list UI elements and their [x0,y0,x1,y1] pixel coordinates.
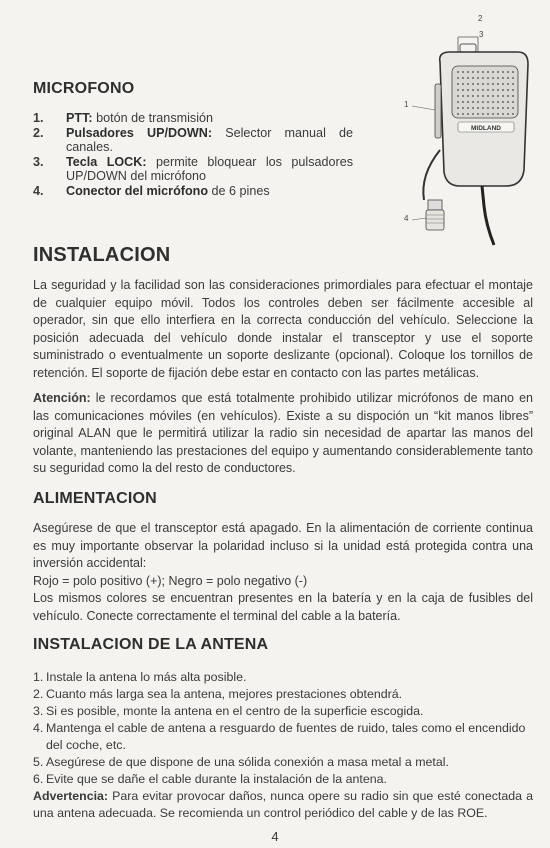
item-number: 4. [33,184,44,198]
item-label: PTT: [66,111,93,125]
polarity-line: Rojo = polo positivo (+); Negro = polo negativo (-) [33,573,308,588]
callout-4: 4 [404,214,409,223]
item-label: Tecla LOCK: [66,155,147,169]
advice-paragraph [33,788,533,822]
attention-text: le recordamos que está totalmente prohibido utilizar micrófonos de mano en las comunicaciones móviles (en vehículos). Existe a su dispoción un “kit manos libres” original ALAN que le permitirá utilizar la radio sin necesidad de apartar las manos del volante, manteniendo las prestaciones del equipo y aumentando considerablemente tanto su seguridad como la del resto de conductores. [33,391,533,476]
item-number: 1. [33,111,44,125]
antenna-steps-list [33,669,533,822]
item-label: Conector del micrófono [66,184,209,198]
section-title-antena: INSTALACION DE LA ANTENA [33,636,269,653]
list-item [33,126,353,154]
advice-text: Para evitar provocar daños, nunca opere su radio sin que esté conectada a una antena adecuada. Se recomienda un control periódico del cable y de las ROE. [33,789,533,820]
brand-logo: MIDLAND [471,125,501,132]
item-description: botón de transmisión [92,111,214,125]
power-colors-note: Los mismos colores se encuentran presentes en la batería y en la caja de fusibles del vehículo. Conecte correctamente el terminal del cable a la batería. [33,591,533,623]
callout-2: 2 [478,14,483,23]
list-item [33,155,353,183]
section-title-alimentacion: ALIMENTACION [33,490,157,507]
callout-1: 1 [404,100,409,109]
item-number: 2. [33,126,44,140]
item-number: 3. [33,155,44,169]
section-title-microfono: MICROFONO [33,80,135,97]
item-label: Pulsadores UP/DOWN: [66,126,213,140]
list-item [33,111,353,125]
list-item: 1. Instale la antena lo más alta posible. [33,670,247,684]
list-item: 3. Si es posible, monte la antena en el centro de la superficie escogida. [33,704,424,718]
power-paragraph [33,520,533,626]
page-number: 4 [271,829,279,844]
install-paragraph: La seguridad y la facilidad son las consideraciones primordiales para efectuar el montaje de cualquier equipo móvil. Todos los controles deben ser fácilmente accesible al operador, sin que ello interfiera en la correcta conducción del vehículo. Seleccione la posición adecuada del vehículo donde instalar el transceptor y use el soporte suministrado o eventualmente un soporte deslizante (opcional). Coloque los tornillos de retención. El soporte de fijación debe estar en contacto con las partes metálicas. [33,278,533,380]
section-title-instalacion: INSTALACION [33,244,171,266]
list-item: 5. Asegúrese de que dispone de una sólida conexión a masa metal a metal. [33,755,449,769]
advice-label: Advertencia: [33,789,109,803]
microphone-drawing [398,10,538,250]
microphone-parts-list [33,111,353,199]
attention-label: Atención: [33,391,91,405]
microphone-illustration [398,10,538,250]
list-item: 4. Mantenga el cable de antena a resguardo de fuentes de ruido, tales como el encendido del coche, etc. [33,721,526,752]
item-description: de 6 pines [208,184,270,198]
item-description: Selector manual de canales. [66,126,354,154]
item-description: permite bloquear los pulsadores UP/DOWN del micrófono [66,155,354,183]
list-item: 6. Evite que se dañe el cable durante la instalación de la antena. [33,772,387,786]
list-item: 2. Cuanto más larga sea la antena, mejores prestaciones obtendrá. [33,687,403,701]
attention-paragraph [33,390,533,478]
list-item [33,184,353,198]
power-intro: Asegúrese de que el transceptor está apagado. En la alimentación de corriente continua es muy importante observar la polaridad incluso si la unidad está protegida contra una inversión accidental: [33,521,533,571]
callout-3: 3 [479,30,484,39]
